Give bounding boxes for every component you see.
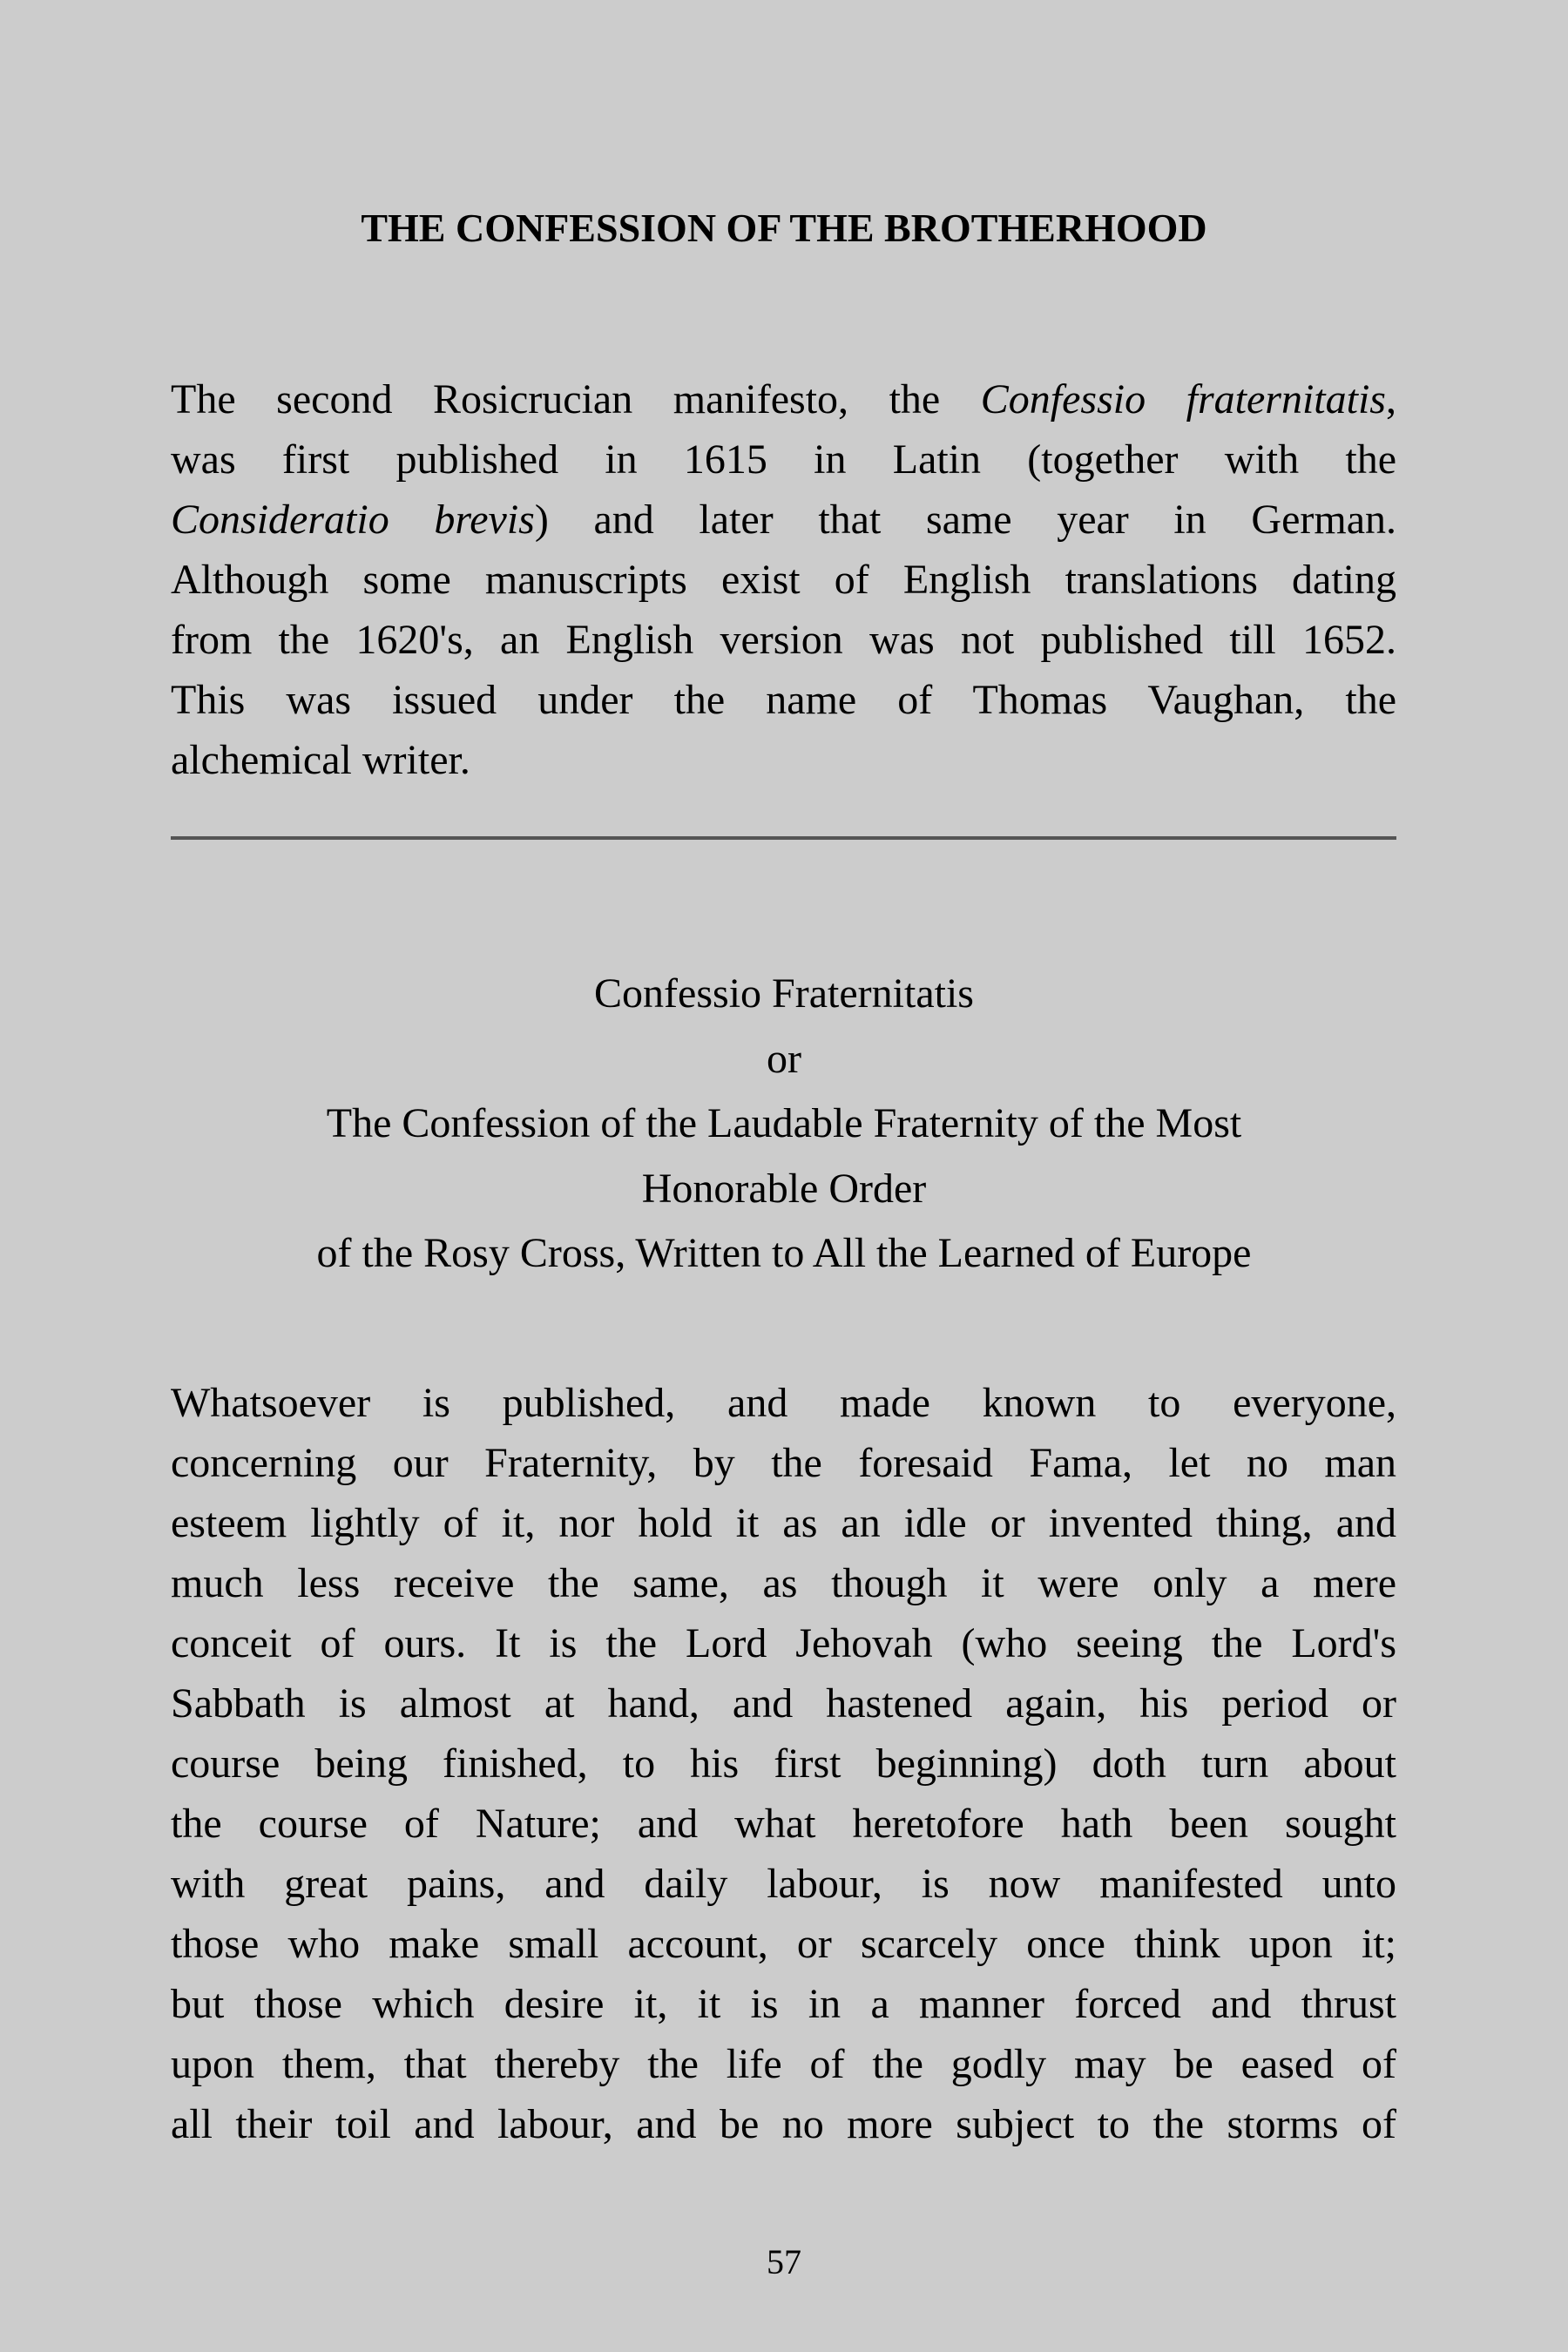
- body-line: conceit of ours. It is the Lord Jehovah (who seeing the Lord's: [171, 1620, 1396, 1666]
- page-number: 57: [767, 2242, 801, 2281]
- intro-text: This was issued under the name of Thomas Vaughan, the: [171, 677, 1396, 723]
- intro-line: [171, 730, 1396, 790]
- body-line: with great pains, and daily labour, is now manifested unto: [171, 1861, 1396, 1907]
- intro-text: The second Rosicrucian manifesto, the: [171, 376, 981, 422]
- heading-line: or: [767, 1035, 801, 1082]
- intro-italic-title: Consideratio brevis: [171, 497, 535, 543]
- intro-text: ,: [1386, 376, 1396, 422]
- intro-text: was first published in 1615 in Latin (together with the: [171, 436, 1396, 483]
- intro-line: [171, 610, 1396, 670]
- heading-line: The Confession of the Laudable Fraternity of the Most: [326, 1100, 1242, 1146]
- body-line: course being finished, to his first beginning) doth turn about: [171, 1740, 1396, 1787]
- body-line: those who make small account, or scarcely once think upon it;: [171, 1921, 1396, 1967]
- body-line: upon them, that thereby the life of the godly may be eased of: [171, 2041, 1396, 2087]
- intro-text: alchemical writer.: [171, 737, 470, 783]
- intro-line: [171, 490, 1396, 550]
- heading-line: Honorable Order: [641, 1165, 927, 1212]
- body-line: all their toil and labour, and be no more subject to the storms of: [171, 2101, 1396, 2147]
- intro-line: [171, 429, 1396, 490]
- heading-line: of the Rosy Cross, Written to All the Learned of Europe: [316, 1230, 1252, 1276]
- section-divider: [171, 836, 1396, 840]
- heading-line: Confessio Fraternitatis: [594, 970, 974, 1017]
- intro-text: Although some manuscripts exist of English translations dating: [171, 557, 1396, 603]
- intro-text: ) and later that same year in German.: [534, 497, 1396, 543]
- intro-text: from the 1620's, an English version was not published till 1652.: [171, 617, 1396, 663]
- intro-line: [171, 369, 1396, 429]
- body-line: Sabbath is almost at hand, and hastened again, his period or: [171, 1680, 1396, 1727]
- intro-paragraph: [171, 369, 1396, 790]
- body-line: Whatsoever is published, and made known to everyone,: [171, 1380, 1396, 1426]
- body-line: the course of Nature; and what heretofore hath been sought: [171, 1801, 1396, 1847]
- body-paragraph: [171, 1373, 1396, 2154]
- page-title: THE CONFESSION OF THE BROTHERHOOD: [361, 206, 1207, 250]
- intro-italic-title: Confessio fraternitatis: [980, 376, 1386, 422]
- document-heading: [0, 962, 1568, 1287]
- body-line: concerning our Fraternity, by the foresaid Fama, let no man: [171, 1440, 1396, 1486]
- intro-line: [171, 670, 1396, 730]
- intro-line: [171, 550, 1396, 610]
- body-line: but those which desire it, it is in a manner forced and thrust: [171, 1981, 1396, 2027]
- body-line: much less receive the same, as though it were only a mere: [171, 1560, 1396, 1606]
- body-line: esteem lightly of it, nor hold it as an idle or invented thing, and: [171, 1500, 1396, 1546]
